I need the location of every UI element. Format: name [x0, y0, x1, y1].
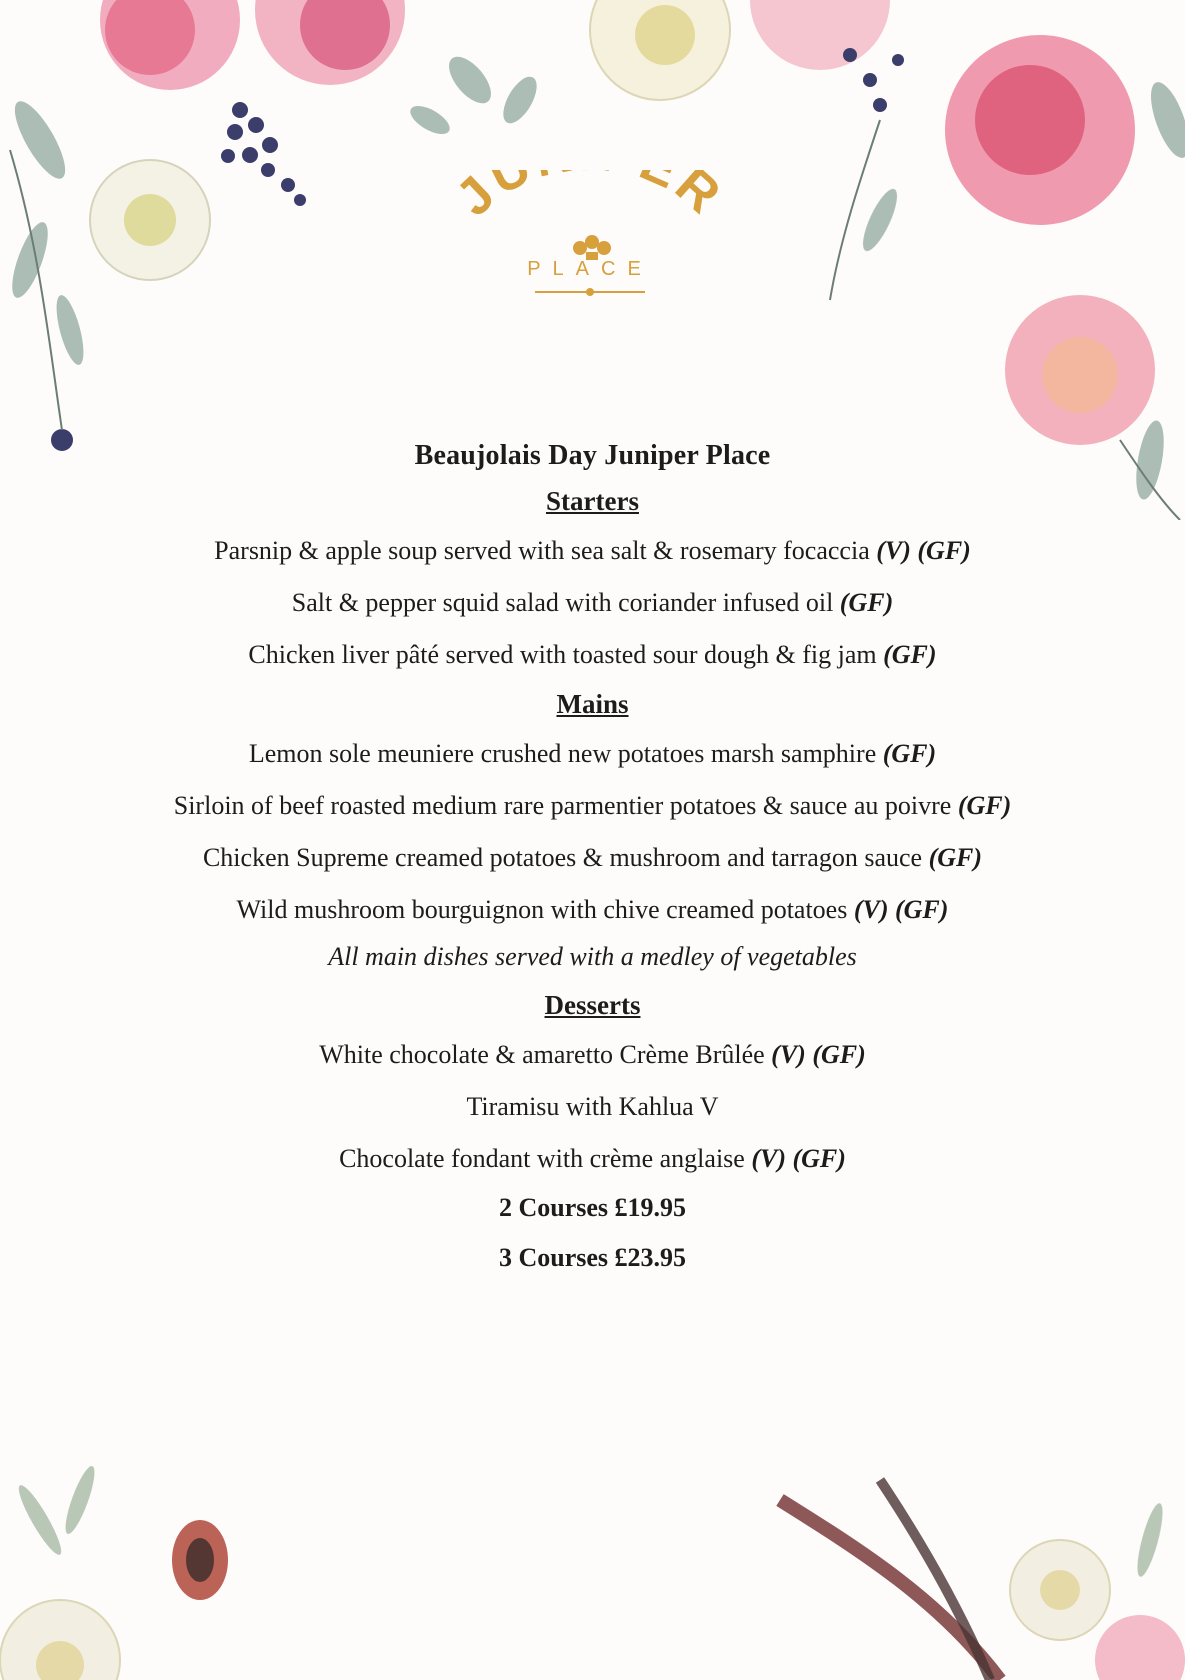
item-name: Sirloin of beef roasted medium rare parmentier potatoes & sauce au poivre — [173, 791, 952, 820]
item-name: Chocolate fondant with crème anglaise — [339, 1144, 745, 1173]
mains-heading: Mains — [556, 689, 629, 719]
menu-item — [153, 1037, 1033, 1073]
dietary-tags: (GF) — [883, 640, 937, 669]
menu-item — [153, 736, 1033, 772]
dietary-tags: (V) (GF) — [876, 536, 971, 565]
divider-ornament — [535, 289, 645, 295]
menu-item — [153, 585, 1033, 621]
mains-note: All main dishes served with a medley of vegetables — [328, 942, 857, 971]
price-three-courses: 3 Courses £23.95 — [498, 1243, 687, 1272]
dietary-tags: (V) (GF) — [751, 1144, 846, 1173]
item-name: Chicken Supreme creamed potatoes & mushroom and tarragon sauce — [202, 843, 923, 872]
dietary-tags: (V) (GF) — [771, 1040, 866, 1069]
dietary-tags: (GF) — [928, 843, 983, 872]
item-name: Lemon sole meuniere crushed new potatoes marsh samphire — [248, 739, 877, 768]
desserts-heading: Desserts — [544, 990, 641, 1020]
item-name: Tiramisu with Kahlua V — [466, 1092, 719, 1121]
logo-subtitle: PLACE — [527, 258, 653, 280]
dietary-tags: (V) (GF) — [853, 895, 949, 924]
item-name: Chicken liver pâté served with toasted sour dough & fig jam — [248, 640, 877, 669]
dietary-tags: (GF) — [882, 739, 937, 768]
price-two-courses: 2 Courses £19.95 — [498, 1193, 687, 1222]
juniper-place-logo — [440, 170, 740, 330]
logo-wordmark: JU R — [445, 170, 735, 228]
starters-heading: Starters — [546, 486, 639, 516]
item-name: Salt & pepper squid salad with coriander infused oil — [291, 588, 834, 617]
menu-item — [153, 1089, 1033, 1125]
flower-logo-icon — [573, 235, 611, 260]
menu-content — [140, 440, 1045, 1293]
menu-item — [153, 533, 1033, 569]
menu-item — [153, 892, 1033, 928]
menu-title: Beaujolais Day Juniper Place — [414, 440, 771, 471]
menu-item — [153, 1141, 1033, 1177]
dietary-tags: (GF) — [957, 791, 1012, 820]
svg-text:JUNIPER — [445, 170, 734, 227]
item-name: Wild mushroom bourguignon with chive creamed potatoes — [236, 895, 848, 924]
item-name: White chocolate & amaretto Crème Brûlée — [319, 1040, 765, 1069]
menu-item — [153, 788, 1033, 824]
menu-item — [153, 637, 1033, 673]
floral-border-bottom — [0, 1460, 1185, 1680]
dietary-tags: (GF) — [839, 588, 894, 617]
menu-item — [153, 840, 1033, 876]
item-name: Parsnip & apple soup served with sea salt & rosemary focaccia — [214, 536, 870, 565]
